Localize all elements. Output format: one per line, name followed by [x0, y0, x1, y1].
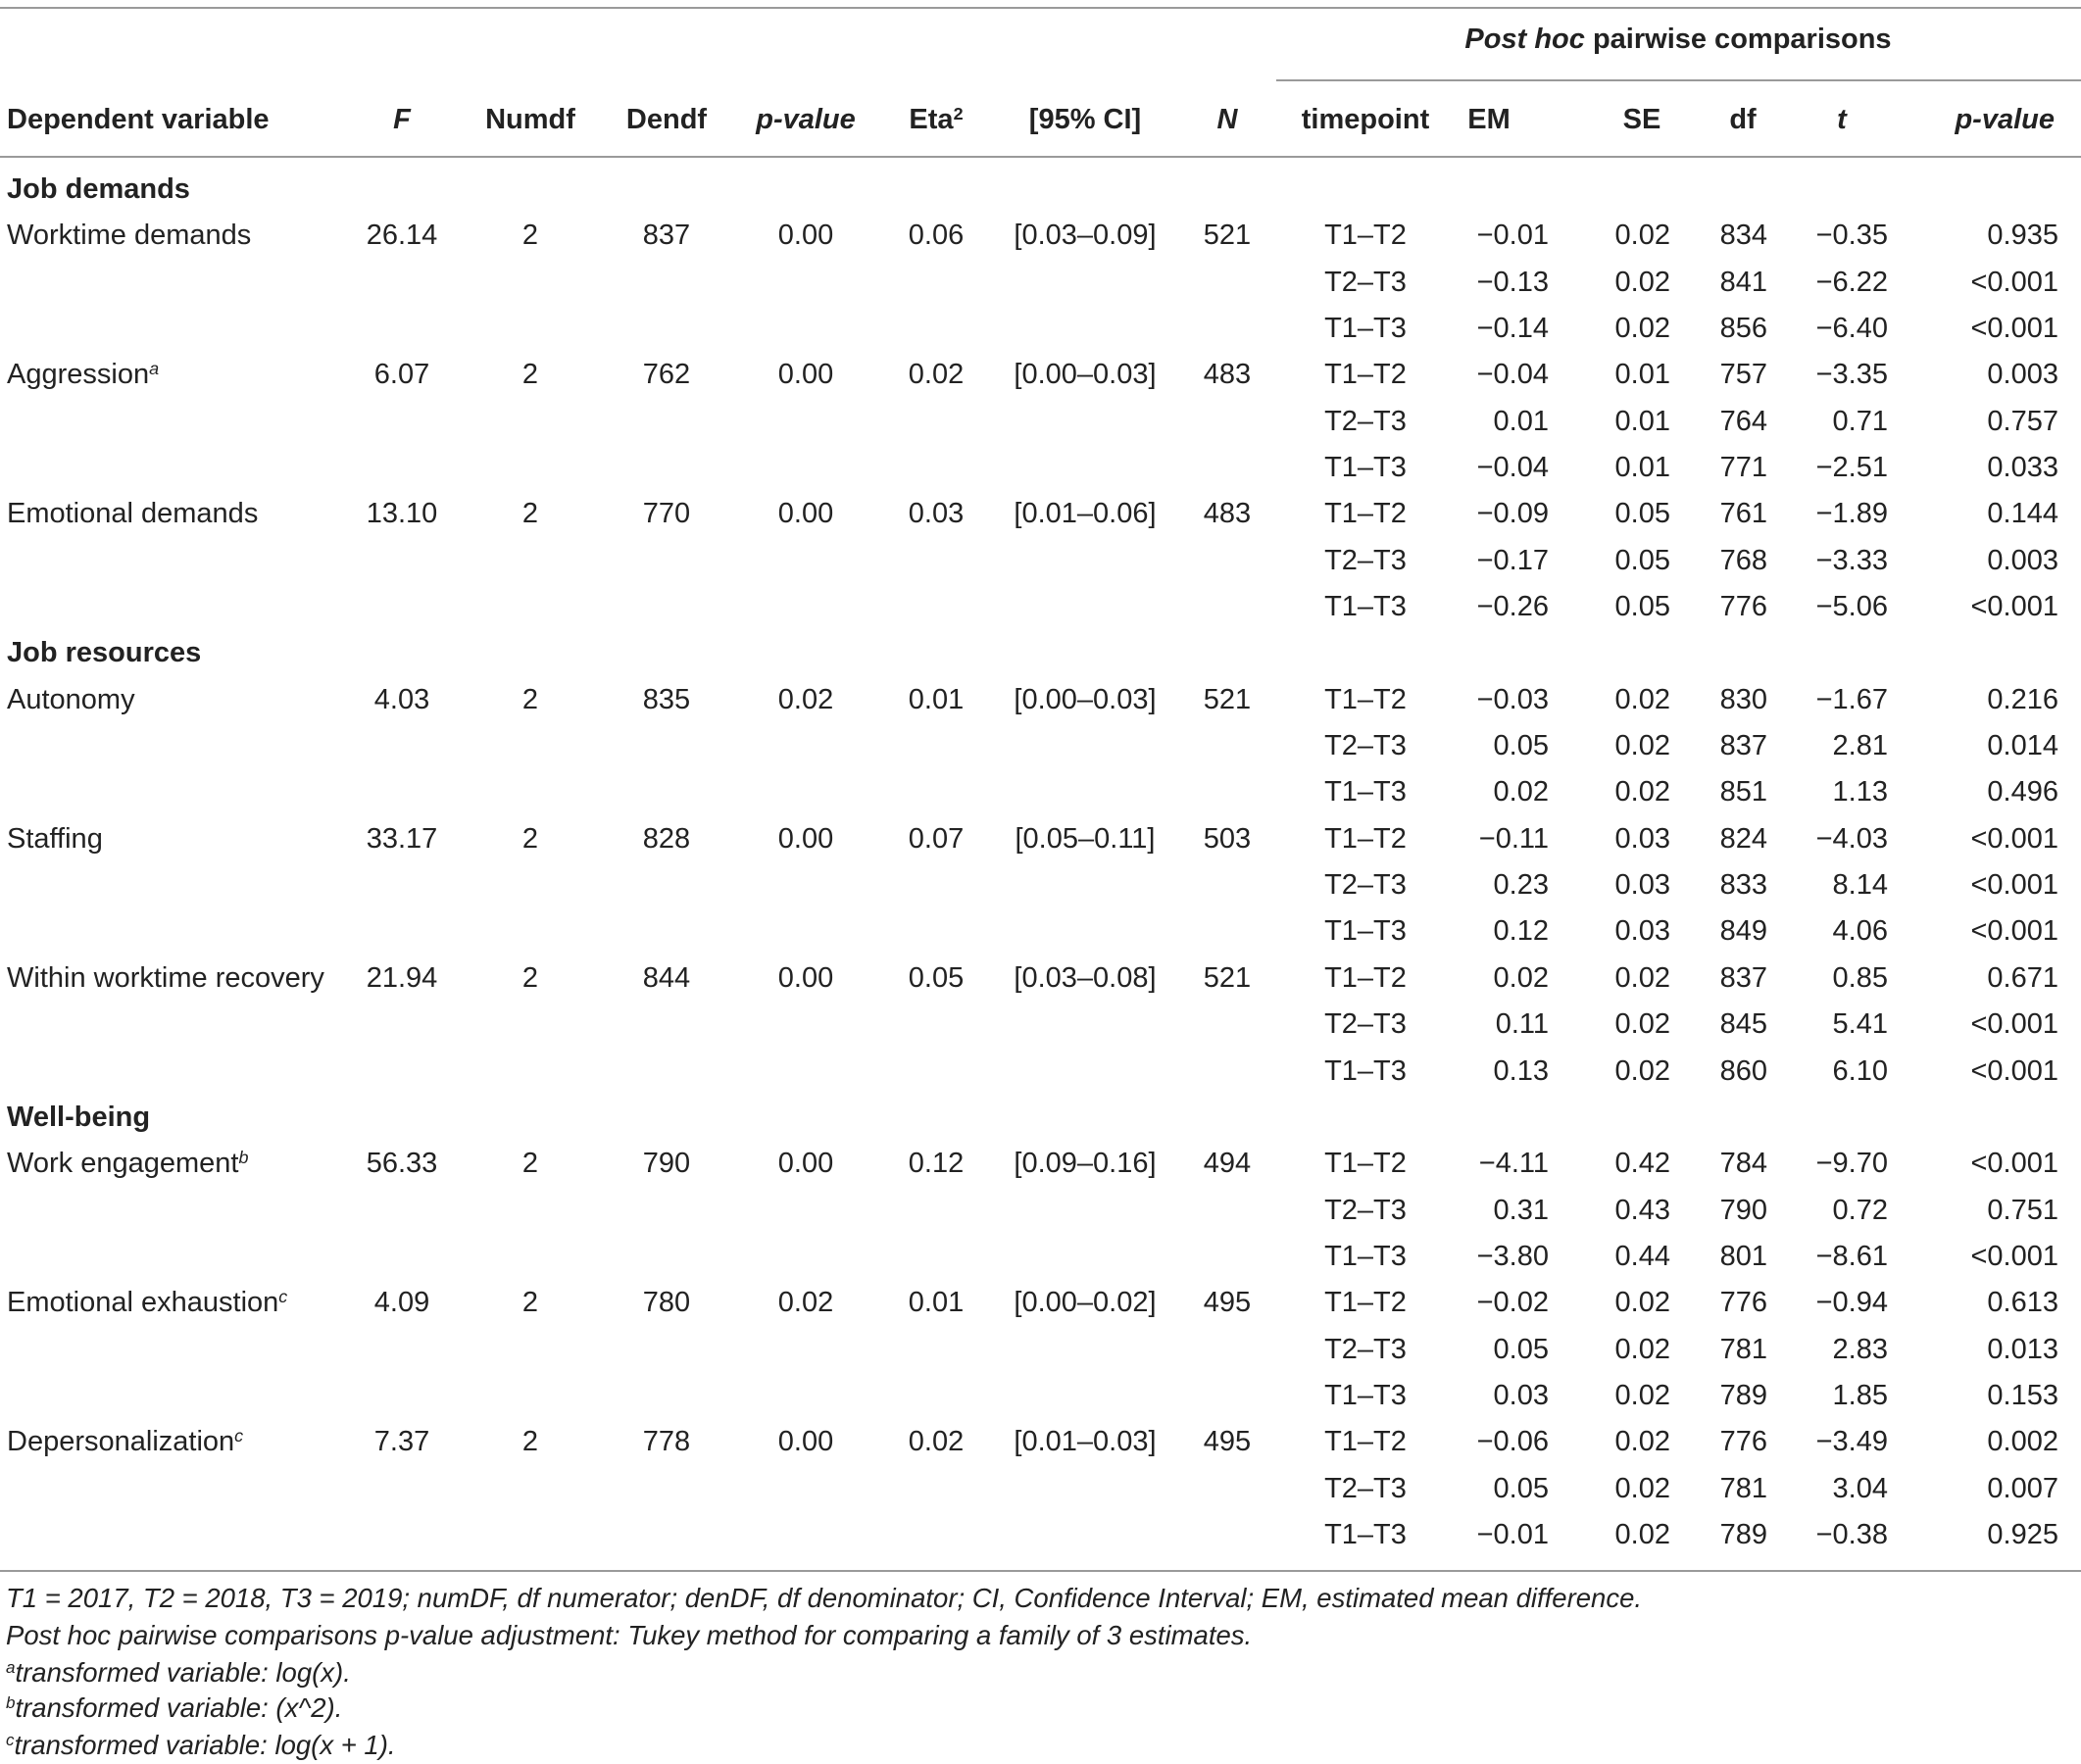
posthoc-cell-se: 0.03 [1614, 869, 1670, 901]
stat-cell-p: 0.00 [777, 962, 834, 994]
posthoc-cell-em: 0.23 [1493, 869, 1549, 901]
stat-cell-n: 503 [1203, 823, 1252, 855]
stat-cell-dendf: 828 [642, 823, 691, 855]
column-header: Dependent variable [7, 104, 270, 135]
posthoc-cell-em: −0.01 [1476, 220, 1549, 251]
posthoc-cell-em: −0.04 [1476, 359, 1549, 390]
posthoc-cell-tp: T2–T3 [1324, 1473, 1407, 1504]
posthoc-cell-se: 0.05 [1614, 545, 1670, 576]
stat-cell-eta: 0.02 [908, 359, 965, 390]
stat-cell-p: 0.00 [777, 220, 834, 251]
posthoc-cell-p: <0.001 [1970, 1148, 2058, 1179]
stat-cell-eta: 0.07 [908, 823, 965, 855]
stat-cell-eta: 0.01 [908, 684, 965, 715]
posthoc-cell-df: 849 [1719, 915, 1767, 947]
posthoc-cell-p: 0.925 [1987, 1519, 2058, 1550]
posthoc-cell-em: 0.11 [1495, 1008, 1549, 1040]
stat-cell-n: 483 [1203, 498, 1252, 529]
posthoc-cell-p: <0.001 [1970, 869, 2058, 901]
stat-cell-numdf: 2 [521, 1148, 539, 1179]
bottom-rule [0, 1570, 2081, 1572]
posthoc-cell-t: −9.70 [1815, 1148, 1888, 1179]
section-title: Job resources [7, 637, 202, 668]
posthoc-cell-se: 0.02 [1614, 1380, 1670, 1411]
posthoc-cell-tp: T2–T3 [1324, 545, 1407, 576]
posthoc-cell-t: 3.04 [1832, 1473, 1888, 1504]
stat-cell-dendf: 762 [642, 359, 691, 390]
posthoc-cell-tp: T1–T3 [1324, 1241, 1407, 1272]
stat-cell-dendf: 837 [642, 220, 691, 251]
posthoc-cell-t: 0.72 [1832, 1195, 1888, 1226]
stat-cell-F: 56.33 [366, 1148, 438, 1179]
posthoc-cell-se: 0.01 [1614, 359, 1670, 390]
table-footnote: Post hoc pairwise comparisons p-value adjustment: Tukey method for comparing a family of 3 estimates. [6, 1620, 1253, 1650]
posthoc-cell-tp: T2–T3 [1324, 1008, 1407, 1040]
posthoc-cell-t: −6.40 [1815, 313, 1888, 344]
posthoc-cell-p: 0.144 [1987, 498, 2058, 529]
posthoc-cell-tp: T1–T3 [1324, 776, 1407, 808]
posthoc-cell-t: −0.94 [1815, 1287, 1888, 1318]
posthoc-cell-df: 776 [1719, 1287, 1767, 1318]
posthoc-cell-se: 0.03 [1614, 823, 1670, 855]
posthoc-cell-df: 860 [1719, 1055, 1767, 1087]
posthoc-cell-tp: T1–T2 [1324, 823, 1407, 855]
posthoc-cell-p: 0.003 [1987, 545, 2058, 576]
posthoc-cell-df: 771 [1719, 452, 1767, 483]
posthoc-cell-em: −0.26 [1476, 591, 1549, 622]
stat-cell-eta: 0.06 [908, 220, 965, 251]
posthoc-cell-se: 0.02 [1614, 1473, 1670, 1504]
posthoc-cell-df: 837 [1719, 962, 1767, 994]
posthoc-cell-em: 0.31 [1493, 1195, 1549, 1226]
posthoc-cell-t: −8.61 [1815, 1241, 1888, 1272]
posthoc-cell-tp: T1–T2 [1324, 498, 1407, 529]
posthoc-cell-df: 790 [1719, 1195, 1767, 1226]
stat-cell-ci: [0.01–0.03] [1014, 1426, 1157, 1457]
variable-name: Within worktime recovery [7, 962, 324, 994]
stat-cell-p: 0.02 [777, 1287, 834, 1318]
stat-cell-eta: 0.03 [908, 498, 965, 529]
section-title: Well-being [7, 1102, 151, 1133]
posthoc-cell-tp: T1–T2 [1324, 1426, 1407, 1457]
posthoc-cell-tp: T1–T3 [1324, 591, 1407, 622]
posthoc-cell-df: 837 [1719, 730, 1767, 761]
posthoc-cell-em: −0.13 [1476, 267, 1549, 298]
posthoc-cell-p: 0.757 [1987, 406, 2058, 437]
posthoc-cell-df: 757 [1719, 359, 1767, 390]
variable-name: Staffing [7, 823, 103, 855]
posthoc-cell-se: 0.02 [1614, 1055, 1670, 1087]
posthoc-cell-p: <0.001 [1970, 591, 2058, 622]
column-header: t [1837, 104, 1847, 135]
stat-cell-n: 521 [1203, 220, 1252, 251]
posthoc-cell-se: 0.02 [1614, 776, 1670, 808]
stat-cell-numdf: 2 [521, 1287, 539, 1318]
column-header: timepoint [1301, 104, 1430, 135]
posthoc-cell-em: −0.03 [1476, 684, 1549, 715]
posthoc-cell-tp: T1–T2 [1324, 962, 1407, 994]
stat-cell-p: 0.00 [777, 1426, 834, 1457]
posthoc-cell-se: 0.42 [1614, 1148, 1670, 1179]
posthoc-cell-t: −5.06 [1815, 591, 1888, 622]
posthoc-cell-se: 0.05 [1614, 591, 1670, 622]
variable-name: Worktime demands [7, 220, 252, 251]
posthoc-cell-df: 776 [1719, 591, 1767, 622]
section-title: Job demands [7, 173, 190, 205]
posthoc-cell-df: 845 [1719, 1008, 1767, 1040]
posthoc-cell-em: 0.05 [1493, 1473, 1549, 1504]
stat-cell-dendf: 844 [642, 962, 691, 994]
posthoc-cell-t: 1.85 [1832, 1380, 1888, 1411]
posthoc-cell-df: 856 [1719, 313, 1767, 344]
stat-cell-eta: 0.02 [908, 1426, 965, 1457]
posthoc-cell-df: 764 [1719, 406, 1767, 437]
posthoc-cell-em: −0.02 [1476, 1287, 1549, 1318]
column-header: p-value [756, 104, 856, 135]
column-header: F [393, 104, 411, 135]
posthoc-cell-df: 789 [1719, 1519, 1767, 1550]
posthoc-cell-se: 0.02 [1614, 1334, 1670, 1365]
posthoc-cell-tp: T1–T3 [1324, 313, 1407, 344]
table-footnote: $^a$transformed variable: log(x). [6, 1657, 351, 1688]
stat-cell-F: 4.09 [373, 1287, 430, 1318]
stat-cell-dendf: 778 [642, 1426, 691, 1457]
stat-cell-ci: [0.03–0.08] [1014, 962, 1157, 994]
posthoc-cell-se: 0.02 [1614, 730, 1670, 761]
variable-name: Aggression$^a$ [7, 359, 160, 390]
posthoc-cell-em: 0.12 [1493, 915, 1549, 947]
posthoc-cell-se: 0.02 [1614, 1287, 1670, 1318]
posthoc-cell-se: 0.43 [1614, 1195, 1670, 1226]
posthoc-cell-em: −0.09 [1476, 498, 1549, 529]
posthoc-cell-t: −3.35 [1815, 359, 1888, 390]
posthoc-cell-df: 776 [1719, 1426, 1767, 1457]
posthoc-cell-se: 0.02 [1614, 220, 1670, 251]
posthoc-cell-p: 0.002 [1987, 1426, 2058, 1457]
column-header: Numdf [485, 104, 575, 135]
posthoc-cell-p: 0.751 [1987, 1195, 2058, 1226]
posthoc-cell-em: 0.05 [1493, 1334, 1549, 1365]
table-footnote: T1 = 2017, T2 = 2018, T3 = 2019; numDF, df numerator; denDF, df denominator; CI, Confidence Interval; EM, estimated mean difference. [6, 1583, 1643, 1613]
posthoc-cell-t: −6.22 [1815, 267, 1888, 298]
posthoc-cell-se: 0.05 [1614, 498, 1670, 529]
posthoc-cell-se: 0.03 [1614, 915, 1670, 947]
posthoc-cell-df: 851 [1719, 776, 1767, 808]
posthoc-cell-p: 0.007 [1987, 1473, 2058, 1504]
column-header: SE [1622, 104, 1661, 135]
posthoc-cell-em: −0.14 [1476, 313, 1549, 344]
stat-cell-ci: [0.09–0.16] [1014, 1148, 1157, 1179]
posthoc-cell-t: 0.71 [1832, 406, 1888, 437]
posthoc-cell-em: 0.05 [1493, 730, 1549, 761]
posthoc-cell-em: −3.80 [1476, 1241, 1549, 1272]
stat-cell-ci: [0.00–0.03] [1014, 359, 1157, 390]
posthoc-cell-tp: T1–T3 [1324, 915, 1407, 947]
posthoc-cell-t: −1.67 [1815, 684, 1888, 715]
posthoc-cell-em: 0.02 [1493, 962, 1549, 994]
posthoc-cell-t: 8.14 [1832, 869, 1888, 901]
posthoc-cell-se: 0.02 [1614, 267, 1670, 298]
variable-name: Depersonalization$^c$ [7, 1426, 244, 1457]
posthoc-cell-se: 0.02 [1614, 1519, 1670, 1550]
stat-cell-n: 521 [1203, 962, 1252, 994]
posthoc-cell-p: 0.496 [1987, 776, 2058, 808]
stat-cell-numdf: 2 [521, 1426, 539, 1457]
stat-cell-F: 6.07 [373, 359, 430, 390]
posthoc-cell-tp: T2–T3 [1324, 869, 1407, 901]
posthoc-cell-df: 824 [1719, 823, 1767, 855]
posthoc-cell-se: 0.02 [1614, 313, 1670, 344]
stat-cell-dendf: 835 [642, 684, 691, 715]
column-header: df [1729, 104, 1757, 135]
posthoc-cell-t: 5.41 [1832, 1008, 1888, 1040]
posthoc-cell-t: 2.83 [1832, 1334, 1888, 1365]
stat-cell-n: 495 [1203, 1287, 1252, 1318]
posthoc-cell-df: 784 [1719, 1148, 1767, 1179]
posthoc-cell-tp: T1–T3 [1324, 452, 1407, 483]
posthoc-cell-se: 0.02 [1614, 1426, 1670, 1457]
stat-cell-F: 33.17 [366, 823, 438, 855]
stat-cell-numdf: 2 [521, 498, 539, 529]
posthoc-cell-t: 0.85 [1832, 962, 1888, 994]
posthoc-cell-df: 834 [1719, 220, 1767, 251]
stat-cell-eta: 0.01 [908, 1287, 965, 1318]
top-rule [0, 7, 2081, 9]
stat-cell-p: 0.02 [777, 684, 834, 715]
posthoc-cell-tp: T2–T3 [1324, 1195, 1407, 1226]
posthoc-cell-tp: T1–T2 [1324, 220, 1407, 251]
posthoc-cell-tp: T2–T3 [1324, 406, 1407, 437]
column-header: EM [1467, 104, 1511, 135]
posthoc-cell-df: 768 [1719, 545, 1767, 576]
posthoc-cell-df: 841 [1719, 267, 1767, 298]
posthoc-cell-t: 6.10 [1832, 1055, 1888, 1087]
column-header: N [1216, 104, 1238, 135]
posthoc-cell-se: 0.02 [1614, 684, 1670, 715]
posthoc-cell-tp: T1–T2 [1324, 359, 1407, 390]
posthoc-cell-p: 0.613 [1987, 1287, 2058, 1318]
stat-cell-F: 13.10 [366, 498, 438, 529]
stat-cell-n: 483 [1203, 359, 1252, 390]
posthoc-cell-df: 830 [1719, 684, 1767, 715]
posthoc-cell-em: −0.06 [1476, 1426, 1549, 1457]
stat-cell-ci: [0.05–0.11] [1015, 823, 1156, 855]
posthoc-cell-tp: T1–T2 [1324, 684, 1407, 715]
stat-cell-numdf: 2 [521, 359, 539, 390]
stat-cell-ci: [0.00–0.03] [1014, 684, 1157, 715]
posthoc-cell-p: <0.001 [1970, 313, 2058, 344]
posthoc-cell-tp: T1–T3 [1324, 1380, 1407, 1411]
posthoc-cell-em: 0.03 [1493, 1380, 1549, 1411]
group-rule [1276, 79, 2081, 81]
stat-cell-ci: [0.00–0.02] [1014, 1287, 1157, 1318]
stat-cell-F: 21.94 [366, 962, 438, 994]
posthoc-cell-em: −0.11 [1478, 823, 1549, 855]
stat-cell-numdf: 2 [521, 962, 539, 994]
stat-cell-eta: 0.12 [908, 1148, 965, 1179]
posthoc-cell-tp: T1–T3 [1324, 1055, 1407, 1087]
posthoc-cell-tp: T2–T3 [1324, 730, 1407, 761]
stat-cell-p: 0.00 [777, 823, 834, 855]
posthoc-cell-em: 0.01 [1493, 406, 1549, 437]
posthoc-cell-p: 0.671 [1987, 962, 2058, 994]
stat-cell-ci: [0.03–0.09] [1014, 220, 1157, 251]
header-rule [0, 156, 2081, 158]
posthoc-cell-em: −0.04 [1476, 452, 1549, 483]
variable-name: Emotional exhaustion$^c$ [7, 1287, 288, 1318]
posthoc-cell-t: −3.33 [1815, 545, 1888, 576]
posthoc-cell-tp: T2–T3 [1324, 267, 1407, 298]
stat-cell-eta: 0.05 [908, 962, 965, 994]
posthoc-cell-t: −2.51 [1815, 452, 1888, 483]
posthoc-cell-df: 833 [1719, 869, 1767, 901]
posthoc-cell-p: 0.003 [1987, 359, 2058, 390]
posthoc-cell-p: <0.001 [1970, 267, 2058, 298]
posthoc-cell-se: 0.02 [1614, 962, 1670, 994]
posthoc-cell-t: 1.13 [1832, 776, 1888, 808]
posthoc-group-title: Post hoc pairwise comparisons [1464, 24, 1892, 55]
stat-cell-F: 4.03 [373, 684, 430, 715]
posthoc-cell-p: <0.001 [1970, 823, 2058, 855]
posthoc-cell-t: −0.38 [1815, 1519, 1888, 1550]
posthoc-cell-se: 0.01 [1614, 452, 1670, 483]
posthoc-cell-se: 0.01 [1614, 406, 1670, 437]
posthoc-cell-em: 0.02 [1493, 776, 1549, 808]
stat-cell-dendf: 790 [642, 1148, 691, 1179]
posthoc-cell-tp: T1–T3 [1324, 1519, 1407, 1550]
posthoc-cell-t: −1.89 [1815, 498, 1888, 529]
stat-cell-n: 494 [1203, 1148, 1252, 1179]
posthoc-cell-df: 781 [1719, 1334, 1767, 1365]
stat-cell-n: 521 [1203, 684, 1252, 715]
posthoc-cell-p: <0.001 [1970, 1008, 2058, 1040]
stat-cell-n: 495 [1203, 1426, 1252, 1457]
posthoc-cell-em: −0.17 [1476, 545, 1549, 576]
column-header: [95% CI] [1028, 104, 1142, 135]
posthoc-cell-tp: T2–T3 [1324, 1334, 1407, 1365]
posthoc-cell-t: 2.81 [1832, 730, 1888, 761]
posthoc-cell-se: 0.44 [1614, 1241, 1670, 1272]
stat-cell-numdf: 2 [521, 220, 539, 251]
posthoc-cell-df: 781 [1719, 1473, 1767, 1504]
posthoc-cell-se: 0.02 [1614, 1008, 1670, 1040]
posthoc-cell-p: 0.153 [1987, 1380, 2058, 1411]
stat-cell-dendf: 780 [642, 1287, 691, 1318]
stat-cell-p: 0.00 [777, 498, 834, 529]
posthoc-cell-em: 0.13 [1493, 1055, 1549, 1087]
stat-cell-F: 26.14 [366, 220, 438, 251]
stat-cell-numdf: 2 [521, 684, 539, 715]
column-header: p-value [1955, 104, 2055, 135]
posthoc-cell-t: 4.06 [1832, 915, 1888, 947]
posthoc-cell-t: −3.49 [1815, 1426, 1888, 1457]
posthoc-cell-df: 789 [1719, 1380, 1767, 1411]
posthoc-cell-df: 761 [1719, 498, 1767, 529]
variable-name: Work engagement$^b$ [7, 1148, 249, 1179]
stat-cell-p: 0.00 [777, 359, 834, 390]
stat-cell-numdf: 2 [521, 823, 539, 855]
stat-cell-ci: [0.01–0.06] [1014, 498, 1157, 529]
stat-cell-dendf: 770 [642, 498, 691, 529]
column-header: Eta$^2$ [909, 104, 964, 135]
table-footnote: $^c$transformed variable: log(x + 1). [6, 1730, 396, 1760]
variable-name: Emotional demands [7, 498, 259, 529]
posthoc-cell-p: 0.014 [1987, 730, 2058, 761]
posthoc-cell-em: −4.11 [1478, 1148, 1549, 1179]
posthoc-cell-p: <0.001 [1970, 915, 2058, 947]
stat-cell-F: 7.37 [373, 1426, 430, 1457]
posthoc-cell-t: −4.03 [1815, 823, 1888, 855]
variable-name: Autonomy [7, 684, 135, 715]
posthoc-cell-df: 801 [1719, 1241, 1767, 1272]
stat-cell-p: 0.00 [777, 1148, 834, 1179]
posthoc-cell-tp: T1–T2 [1324, 1287, 1407, 1318]
posthoc-cell-p: 0.935 [1987, 220, 2058, 251]
posthoc-cell-p: <0.001 [1970, 1241, 2058, 1272]
posthoc-cell-p: 0.216 [1987, 684, 2058, 715]
posthoc-cell-tp: T1–T2 [1324, 1148, 1407, 1179]
table-footnote: $^b$transformed variable: (x^2). [6, 1692, 343, 1723]
posthoc-cell-p: <0.001 [1970, 1055, 2058, 1087]
posthoc-cell-p: 0.033 [1987, 452, 2058, 483]
posthoc-cell-em: −0.01 [1476, 1519, 1549, 1550]
posthoc-cell-t: −0.35 [1815, 220, 1888, 251]
posthoc-cell-p: 0.013 [1987, 1334, 2058, 1365]
column-header: Dendf [625, 104, 708, 135]
